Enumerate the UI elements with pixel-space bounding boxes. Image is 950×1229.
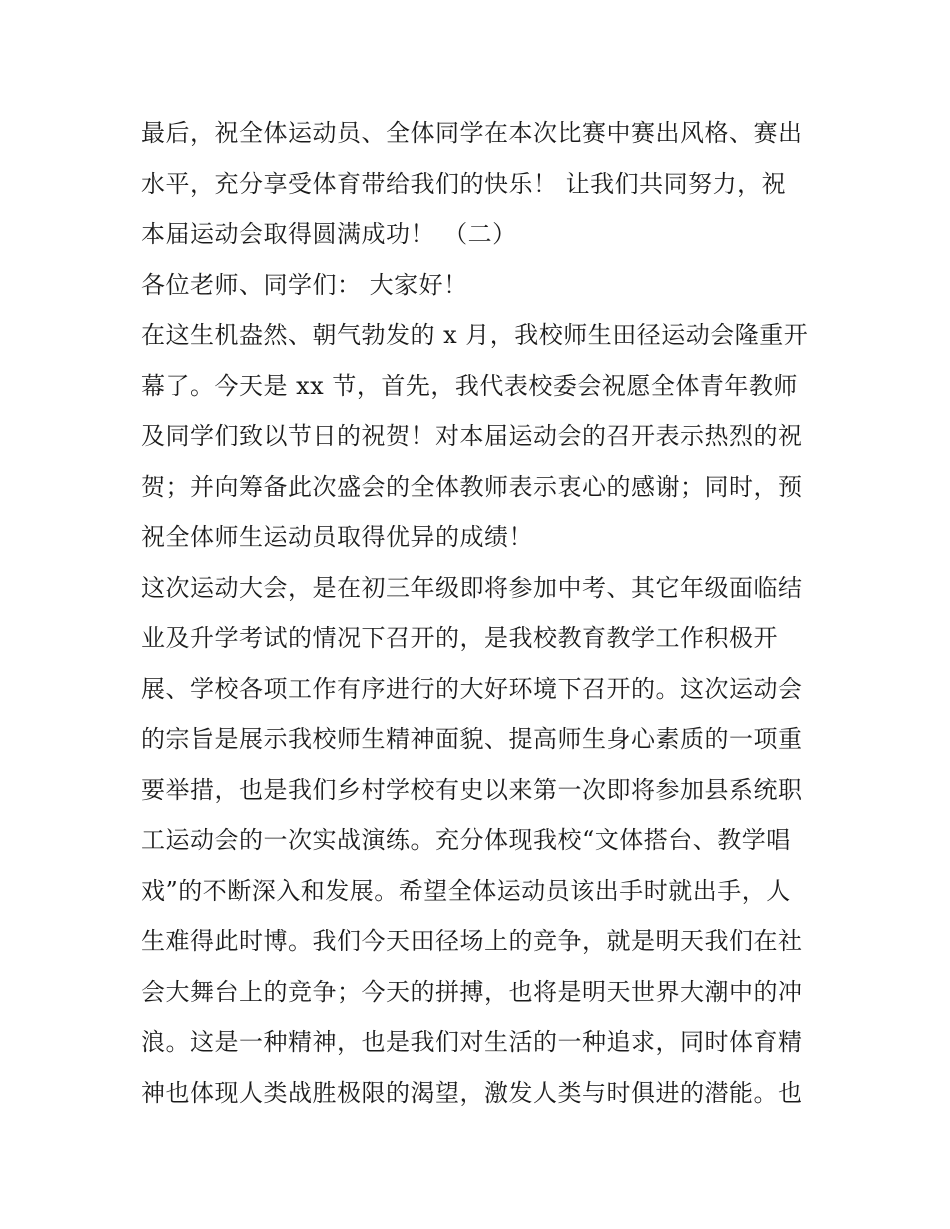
text-line-8: 贺；并向筹备此次盛会的全体教师表示衷心的感谢；同时，预 (141, 472, 803, 501)
text-line-2: 水平，充分享受体育带给我们的快乐！ 让我们共同努力，祝 (141, 169, 787, 198)
text-line-9: 祝全体师生运动员取得优异的成绩！ (141, 523, 533, 551)
text-line-1: 最后，祝全体运动员、全体同学在本次比赛中赛出风格、赛出 (141, 119, 803, 147)
text-line-13: 的宗旨是展示我校师生精神面貌、提高师生身心素质的一项重 (141, 725, 803, 753)
body-text (141, 108, 813, 1118)
text-line-18: 会大舞台上的竞争；今天的拼搏，也将是明天世界大潮中的冲 (141, 977, 803, 1006)
text-line-15: 工运动会的一次实战演练。充分体现我校“文体搭台、教学唱 (141, 826, 791, 854)
text-line-19: 浪。这是一种精神，也是我们对生活的一种追求，同时体育精 (141, 1028, 803, 1056)
text-line-16: 戏”的不断深入和发展。希望全体运动员该出手时就出手，人 (141, 876, 791, 905)
text-line-20: 神也体现人类战胜极限的渴望，激发人类与时俱进的潜能。也 (141, 1078, 803, 1107)
text-line-5: 在这生机盎然、朝气勃发的 x 月，我校师生田径运动会隆重开 (141, 321, 809, 349)
text-line-14: 要举措，也是我们乡村学校有史以来第一次即将参加县系统职 (141, 775, 803, 804)
text-line-10: 这次运动大会，是在初三年级即将参加中考、其它年级面临结 (141, 573, 803, 602)
text-line-7: 及同学们致以节日的祝贺！对本届运动会的召开表示热烈的祝 (141, 422, 803, 450)
text-line-12: 展、学校各项工作有序进行的大好环境下召开的。这次运动会 (141, 674, 803, 703)
text-line-3: 本届运动会取得圆满成功！ （二） (141, 220, 517, 248)
text-line-11: 业及升学考试的情况下召开的，是我校教育教学工作积极开 (141, 624, 778, 652)
text-line-4: 各位老师、同学们： 大家好！ (141, 270, 468, 299)
text-line-6: 幕了。今天是 xx 节，首先，我代表校委会祝愿全体青年教师 (141, 371, 798, 400)
text-line-17: 生难得此时博。我们今天田径场上的竞争，就是明天我们在社 (141, 927, 803, 955)
